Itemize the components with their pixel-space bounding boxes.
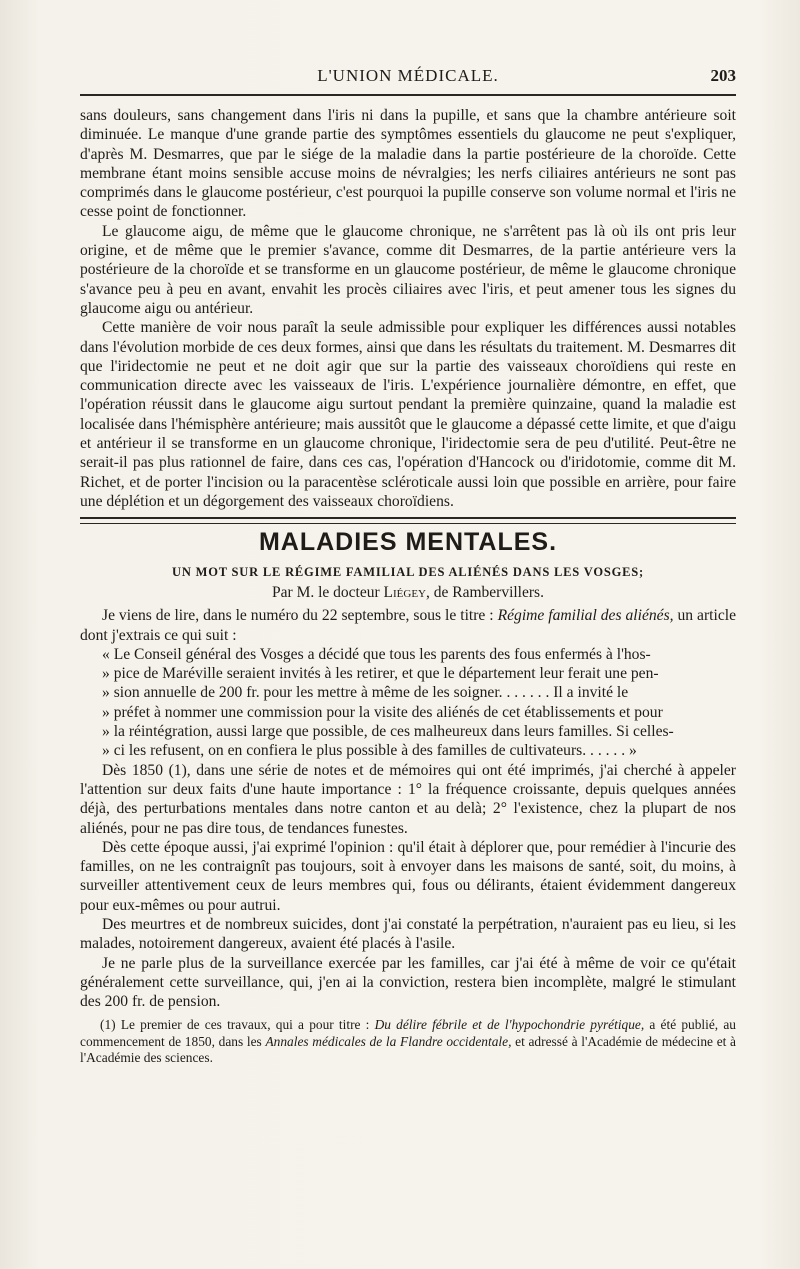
intro-paragraph <box>80 606 736 645</box>
intro-italic: Régime familial des aliénés, <box>497 607 674 625</box>
quote-line: » préfet à nommer une commission pour la visite des aliénés de cet établissements et pour <box>102 703 663 721</box>
quote-line: » ci les refusent, on en confiera le plus possible à des familles de cultivateurs. . . . . . » <box>102 742 637 760</box>
author-name: Liégey <box>383 584 426 602</box>
footnote-italic-title: Du délire fébrile et de l'hypochondrie pyrétique, <box>374 1017 645 1033</box>
article-title: UN MOT SUR LE RÉGIME FAMILIAL DES ALIÉNÉS DANS LES VOSGES; <box>172 565 644 580</box>
article-paragraph: Dès 1850 (1), dans une série de notes et de mémoires qui ont été imprimés, j'ai cherché à appeler l'attention sur deux faits d'une haute importance : 1° la fréquence croissante, depuis quelques années déjà, des perturbations mentales dans notre canton et au delà; 2° l'existence, chez la plupart de nos aliénés, pour ne pas dire tous, de tendances funestes. <box>80 761 736 837</box>
footnote-italic-journal: Annales médicales de la Flandre occidentale, <box>265 1033 512 1049</box>
quote-line: » la réintégration, aussi large que possible, de ces malheureux dans leurs familles. Si celles- <box>102 723 674 741</box>
article-paragraph: Des meurtres et de nombreux suicides, dont j'ai constaté la perpétration, n'auraient pas eu lieu, si les malades, notoirement dangereux, avaient été placés à l'asile. <box>80 915 736 953</box>
body-paragraph: Le glaucome aigu, de même que le glaucome chronique, ne s'arrêtent pas là où ils ont pris leur origine, et de même que le premier s'avance, comme dit Desmarres, de la partie antérieure vers la postérieure de la choroïde et se transforme en un glaucome postérieur, de même le glaucome chronique s'avance peu à peu en avant, envahit les procès ciliaires avec l'iris, et peut amener tous les signes du glaucome aigu ou antérieur. <box>80 222 736 317</box>
page-number: 203 <box>710 66 736 85</box>
quote-line: » sion annuelle de 200 fr. pour les mettre à même de les soigner. . . . . . . Il a invité le <box>102 684 629 702</box>
article-paragraph: Je ne parle plus de la surveillance exercée par les familles, car j'ai été à même de voir ce qu'était généralement cette surveillance, qui, j'en ai la conviction, restera bien incomplète, malgré le stimulant des 200 fr. de pension. <box>80 954 736 1011</box>
footnote <box>80 1017 736 1067</box>
footnote-part: et adressé à l'Académie de médecine et à l'Académie des sciences. <box>80 1033 736 1066</box>
byline-suffix: , de Rambervillers. <box>426 584 544 602</box>
article-body <box>80 761 736 1012</box>
page-header <box>80 60 736 96</box>
footnote-part: a été publié, au commencement de 1850, dans les <box>80 1017 736 1049</box>
quote-line: « Le Conseil général des Vosges a décidé que tous les parents des fous enfermés à l'hos- <box>102 645 651 663</box>
intro-before: Je viens de lire, dans le numéro du 22 septembre, sous le titre : <box>102 607 498 625</box>
section-divider <box>80 517 736 524</box>
body-paragraph: sans douleurs, sans changement dans l'iris ni dans la pupille, et sans que la chambre antérieure soit diminuée. Le manque d'une grande partie des symptômes essentiels du glaucome ne peut s'expliquer, d'après M. Desmarres, que par le siége de la maladie dans la partie postérieure de la choroïde. Cette membrane étant moins sensible accuse moins de névralgies; les nerfs ciliaires antérieurs ne sont pas comprimés dans le glaucome postérieur, c'est pourquoi la pupille conserve son volume normal et l'iris ne cesse point de fonctionner. <box>80 107 736 221</box>
byline-prefix: Par M. le docteur <box>272 584 384 602</box>
footnote-part: Le premier de ces travaux, qui a pour titre : <box>115 1017 375 1033</box>
continued-article <box>80 106 736 511</box>
article-paragraph: Dès cette époque aussi, j'ai exprimé l'opinion : qu'il était à déplorer que, pour remédier à l'incurie des familles, on ne les contraignît pas toujours, soit à envoyer dans les maisons de santé, soit, du moins, à surveiller attentivement ceux de leurs membres qui, fous ou délirants, étaient évidemment dangereux pour eux-mêmes ou pour autrui. <box>80 838 736 914</box>
byline <box>80 584 736 602</box>
body-paragraph: Cette manière de voir nous paraît la seule admissible pour expliquer les différences aussi notables dans l'évolution morbide de ces deux formes, ainsi que dans les résultats du traitement. M. Desmarres dit que l'iridectomie ne peut et ne doit agir que sur la partie des vaisseaux choroïdiens qui reste en communication directe avec les vaisseaux de l'iris. L'expérience journalière démontre, en effet, que l'opération réussit dans le glaucome aigu surtout pendant la première quinzaine, quand la maladie est localisée dans l'hémisphère antérieure; mais aussitôt que le glaucome a dépassé cette limite, et que d'aigu et antérieur il se transforme en un glaucome chronique, l'iridectomie sera de peu d'utilité. Peut-être ne serait-il pas plus rationnel de faire, dans ces cas, l'opération d'Hancock ou d'iridotomie, comme dit M. Richet, et de porter l'incision ou la paracentèse scléroticale aussi loin que possible en arrière, pour faire une déplétion et un dégorgement des vaisseaux choroïdiens. <box>80 319 736 510</box>
section-title: MALADIES MENTALES. <box>258 528 558 557</box>
journal-title: L'UNION MÉDICALE. <box>317 66 499 85</box>
footnote-marker: (1) <box>100 1017 116 1033</box>
quote-line: » pice de Maréville seraient invités à les retirer, et que le département leur ferait une pen- <box>102 665 659 683</box>
footnote-text <box>80 1017 736 1067</box>
intro-after: un article dont j'extrais ce qui suit : <box>80 607 736 644</box>
quotation <box>80 645 736 761</box>
